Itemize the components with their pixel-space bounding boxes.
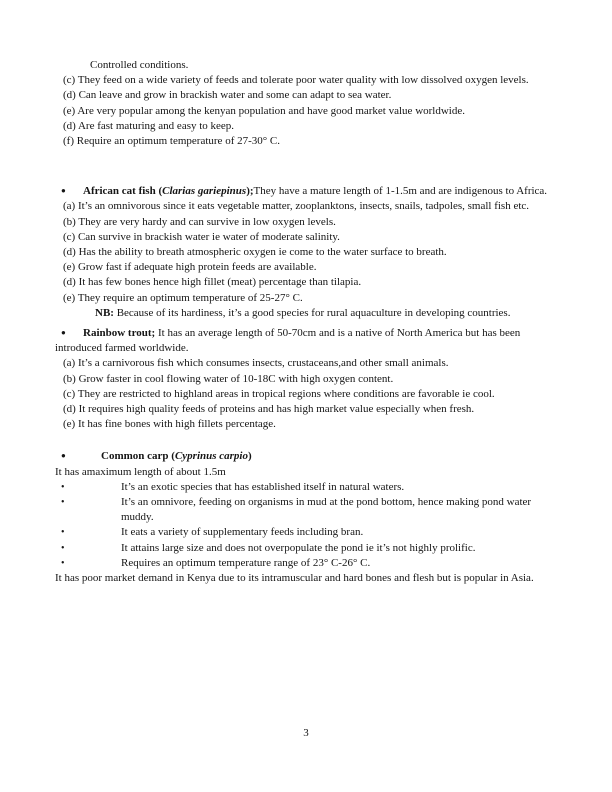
- section-intro: It has an average length of 50-70cm and is a native of North America but has been introduced farmed worldwide.: [55, 327, 521, 355]
- section-title: Rainbow trout;: [83, 327, 156, 340]
- section-heading-catfish: [55, 183, 557, 199]
- list-item: (c) They are restricted to highland areas in tropical regions where conditions are favorable ie cool.: [63, 387, 495, 400]
- section-intro: They have a mature length of 1-1.5m and are indigenous to Africa.: [253, 185, 548, 198]
- list-item: (e) Are very popular among the kenyan population and have good market value worldwide.: [63, 104, 465, 117]
- bullet-item: [55, 525, 557, 540]
- bullet-icon: ●: [61, 186, 66, 196]
- list-item: (d) It requires high quality feeds of proteins and has high market value especially when fresh.: [63, 403, 475, 416]
- bullet-text: It eats a variety of supplementary feeds including bran.: [121, 526, 364, 539]
- bullet-icon: •: [61, 497, 65, 509]
- bullet-icon: •: [61, 481, 65, 493]
- species-name: Clarias gariepinus: [162, 185, 247, 198]
- list-item: (b) They are very hardy and can survive in low oxygen levels.: [63, 215, 336, 228]
- bullet-icon: •: [61, 527, 65, 539]
- list-item: (d) Can leave and grow in brackish water and some can adapt to sea water.: [63, 89, 392, 102]
- bullet-item: [55, 495, 557, 525]
- bullet-text: It’s an omnivore, feeding on organisms in mud at the pond bottom, hence making pond water muddy.: [121, 496, 532, 524]
- nb-note: [95, 306, 557, 321]
- bullet-item: [55, 480, 557, 495]
- section-title: Common carp (Cyprinus carpio): [101, 450, 252, 463]
- section-heading-carp: [55, 448, 557, 464]
- bullet-item: [55, 541, 557, 556]
- list-item: (e) Grow fast if adequate high protein feeds are available.: [63, 261, 317, 274]
- bullet-icon: •: [61, 557, 65, 569]
- length-line: It has amaximum length of about 1.5m: [55, 465, 226, 478]
- list-item: (d) Has the ability to breath atmospheric oxygen ie come to the water surface to breath.: [63, 246, 447, 259]
- list-item: (d) Are fast maturing and easy to keep.: [63, 119, 235, 132]
- nb-text: Because of its hardiness, it’s a good species for rural aquaculture in developing countries.: [116, 306, 511, 319]
- bullet-text: It’s an exotic species that has established itself in natural waters.: [121, 480, 405, 493]
- list-item: (b) Grow faster in cool flowing water of 10-18C with high oxygen content.: [63, 372, 394, 385]
- closing-paragraph: It has poor market demand in Kenya due to its intramuscular and hard bones and flesh but is popular in Asia.: [55, 572, 534, 585]
- bullet-item: [55, 556, 557, 571]
- bullet-icon: ●: [61, 328, 66, 338]
- section-title: African cat fish (Clarias gariepinus);: [83, 185, 254, 198]
- list-item: (f) Require an optimum temperature of 27-30° C.: [63, 135, 281, 148]
- nb-label: NB:: [95, 306, 114, 319]
- section-heading-trout: [55, 325, 557, 356]
- list-item: (e) They require an optimum temperature of 25-27° C.: [63, 291, 303, 304]
- species-name: Cyprinus carpio: [174, 450, 248, 463]
- bullet-icon: •: [61, 542, 65, 554]
- list-item: (a) It’s an omnivorous since it eats vegetable matter, zooplanktons, insects, snails, tadpoles, small fish etc.: [63, 200, 530, 213]
- list-item: (c) They feed on a wide variety of feeds and tolerate poor water quality with low dissolved oxygen levels.: [63, 74, 529, 87]
- document-content: [55, 58, 557, 586]
- bullet-text: It attains large size and does not overpopulate the pond ie it’s not highly prolific.: [121, 541, 476, 554]
- list-item: (d) It has few bones hence high fillet (meat) percentage than tilapia.: [63, 276, 362, 289]
- list-item: (e) It has fine bones with high fillets percentage.: [63, 418, 276, 431]
- list-item: (c) Can survive in brackish water ie water of moderate salinity.: [63, 230, 340, 243]
- page-number: 3: [303, 727, 309, 739]
- bullet-text: Requires an optimum temperature range of 23° C-26° C.: [121, 556, 371, 569]
- lead-line: Controlled conditions.: [90, 59, 189, 71]
- bullet-icon: ●: [61, 451, 66, 461]
- list-item: (a) It’s a carnivorous fish which consumes insects, crustaceans,and other small animals.: [63, 357, 449, 370]
